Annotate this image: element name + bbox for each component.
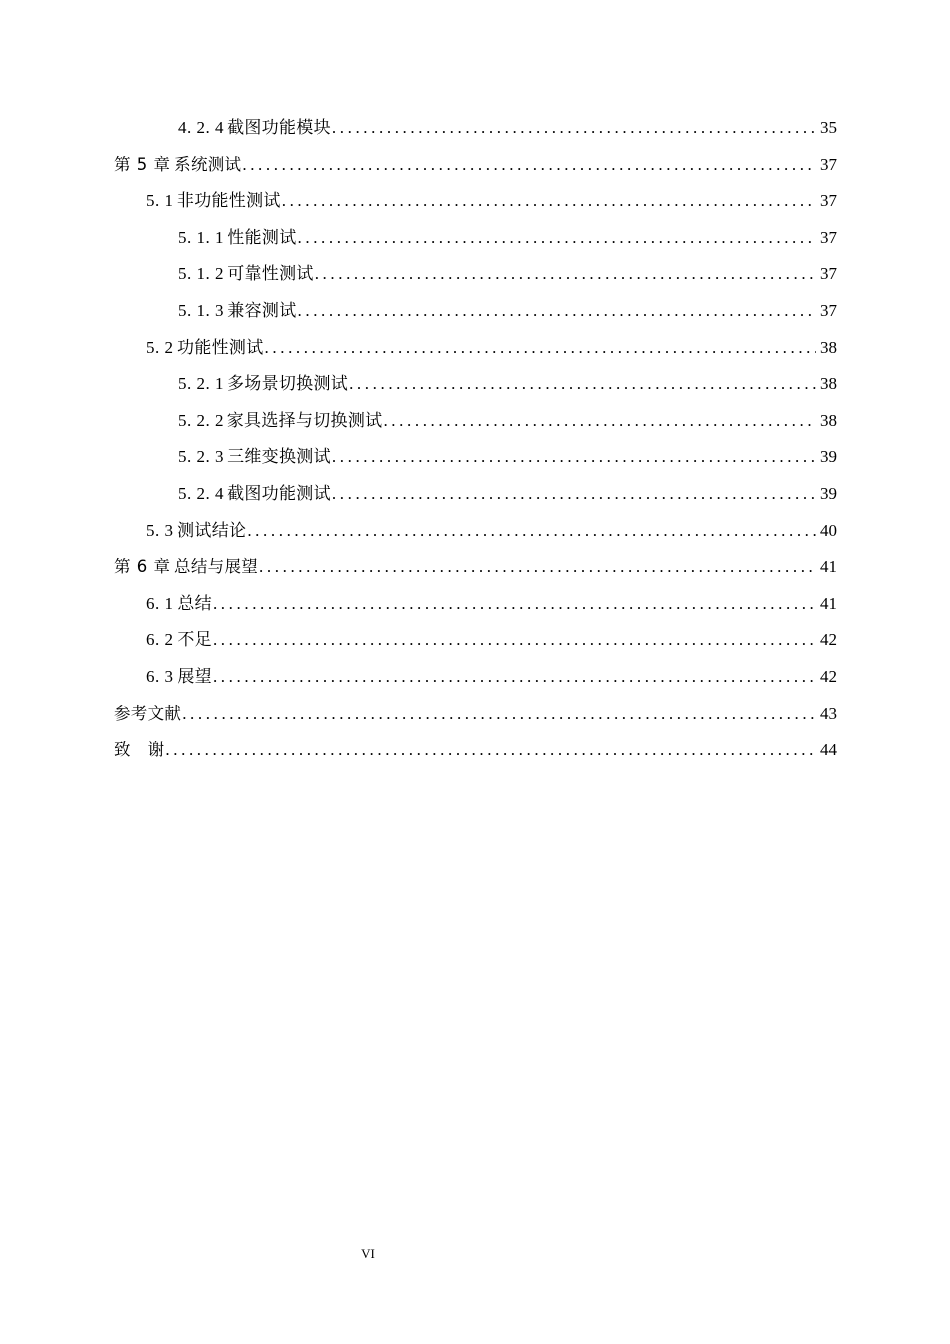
toc-entry-page: 39 — [820, 483, 837, 503]
toc-entry-page: 43 — [820, 703, 837, 723]
page-number: VI — [361, 1246, 375, 1261]
toc-entry[interactable] — [114, 513, 837, 550]
toc-entry-title: 总结 — [177, 593, 212, 613]
toc-entry-page: 37 — [820, 227, 837, 247]
toc-entry[interactable] — [114, 293, 837, 330]
toc-entry-title: 截图功能测试 — [227, 483, 331, 503]
toc-entry-page: 38 — [820, 337, 837, 357]
toc-entry[interactable] — [114, 147, 837, 184]
toc-entry-title: 功能性测试 — [177, 337, 264, 357]
toc-entry-page: 38 — [820, 410, 837, 430]
toc-entry-number: 第 5 章 — [114, 154, 171, 174]
toc-entry-page: 35 — [820, 118, 837, 137]
toc-entry-number: 5. 1. 3 — [178, 300, 224, 320]
toc-entry[interactable] — [114, 110, 837, 147]
toc-entry-number: 第 6 章 — [114, 557, 171, 577]
toc-dot-leader — [282, 183, 816, 220]
toc-entry-title: 展望 — [177, 666, 212, 686]
toc-dot-leader — [332, 476, 816, 513]
toc-dot-leader — [242, 147, 816, 184]
toc-entry[interactable] — [114, 403, 837, 440]
toc-entry-number: 5. 2. 1 — [178, 374, 224, 394]
toc-entry-title: 参考文献 — [114, 703, 182, 723]
toc-entry-title: 性能测试 — [227, 227, 297, 247]
toc-dot-leader — [213, 659, 816, 696]
toc-entry[interactable] — [114, 586, 837, 623]
toc-entry-page: 37 — [820, 154, 837, 174]
toc-dot-leader — [332, 439, 816, 476]
toc-entry-title: 不足 — [177, 630, 212, 650]
toc-entry-title: 三维变换测试 — [227, 447, 331, 467]
toc-entry-title: 测试结论 — [177, 520, 247, 540]
toc-entry-page: 42 — [820, 630, 837, 650]
toc-entry-page: 41 — [820, 593, 837, 613]
toc-dot-leader — [315, 256, 816, 293]
toc-entry-number: 5. 2. 3 — [178, 447, 224, 467]
toc-entry[interactable] — [114, 732, 837, 769]
toc-dot-leader — [247, 513, 816, 550]
toc-dot-leader — [165, 732, 816, 769]
toc-entry[interactable] — [114, 696, 837, 733]
toc-entry-number: 4. 2. 4 — [178, 118, 224, 137]
toc-entry-page: 37 — [820, 300, 837, 320]
toc-entry-number: 6. 2 — [146, 630, 174, 650]
toc-entry[interactable] — [114, 439, 837, 476]
toc-entry-number: 5. 1 — [146, 191, 174, 211]
toc-entry-title: 系统测试 — [174, 154, 242, 174]
toc-entry-number: 5. 3 — [146, 520, 174, 540]
toc-entry[interactable] — [114, 549, 837, 586]
toc-entry-title: 兼容测试 — [227, 300, 297, 320]
toc-dot-leader — [213, 586, 816, 623]
toc-entry-number: 5. 2. 2 — [178, 410, 224, 430]
toc-entry-page: 37 — [820, 191, 837, 211]
toc-entry-page: 44 — [820, 740, 837, 760]
toc-entry-number: 6. 3 — [146, 666, 174, 686]
toc-entry-number: 5. 1. 2 — [178, 264, 224, 284]
toc-entry-title: 截图功能模块 — [227, 118, 331, 137]
toc-dot-leader — [349, 366, 816, 403]
toc-entry[interactable] — [114, 622, 837, 659]
toc-dot-leader — [213, 622, 816, 659]
toc-dot-leader — [332, 110, 816, 147]
toc-entry-title: 致 谢 — [114, 740, 165, 760]
table-of-contents — [114, 110, 837, 769]
toc-entry-title: 家具选择与切换测试 — [226, 410, 383, 430]
toc-dot-leader — [182, 696, 816, 733]
toc-entry[interactable] — [114, 659, 837, 696]
toc-dot-leader — [265, 330, 816, 367]
toc-entry[interactable] — [114, 256, 837, 293]
toc-entry-number: 6. 1 — [146, 593, 174, 613]
toc-dot-leader — [383, 403, 816, 440]
toc-entry-page: 40 — [820, 520, 837, 540]
toc-entry-page: 38 — [820, 374, 837, 394]
toc-entry-number: 5. 2 — [146, 337, 174, 357]
toc-entry[interactable] — [114, 183, 837, 220]
toc-dot-leader — [298, 220, 817, 257]
toc-entry-page: 42 — [820, 666, 837, 686]
toc-entry-number: 5. 1. 1 — [178, 227, 224, 247]
toc-entry-page: 37 — [820, 264, 837, 284]
toc-entry-title: 可靠性测试 — [227, 264, 314, 284]
toc-entry-page: 41 — [820, 557, 837, 577]
toc-entry[interactable] — [114, 476, 837, 513]
toc-entry[interactable] — [114, 220, 837, 257]
toc-entry-title: 总结与展望 — [174, 557, 259, 577]
toc-dot-leader — [259, 549, 816, 586]
toc-entry[interactable] — [114, 366, 837, 403]
toc-entry-title: 多场景切换测试 — [226, 374, 349, 394]
toc-entry[interactable] — [114, 330, 837, 367]
toc-entry-title: 非功能性测试 — [176, 191, 281, 211]
toc-entry-page: 39 — [820, 447, 837, 467]
toc-dot-leader — [298, 293, 817, 330]
toc-entry-number: 5. 2. 4 — [178, 483, 224, 503]
